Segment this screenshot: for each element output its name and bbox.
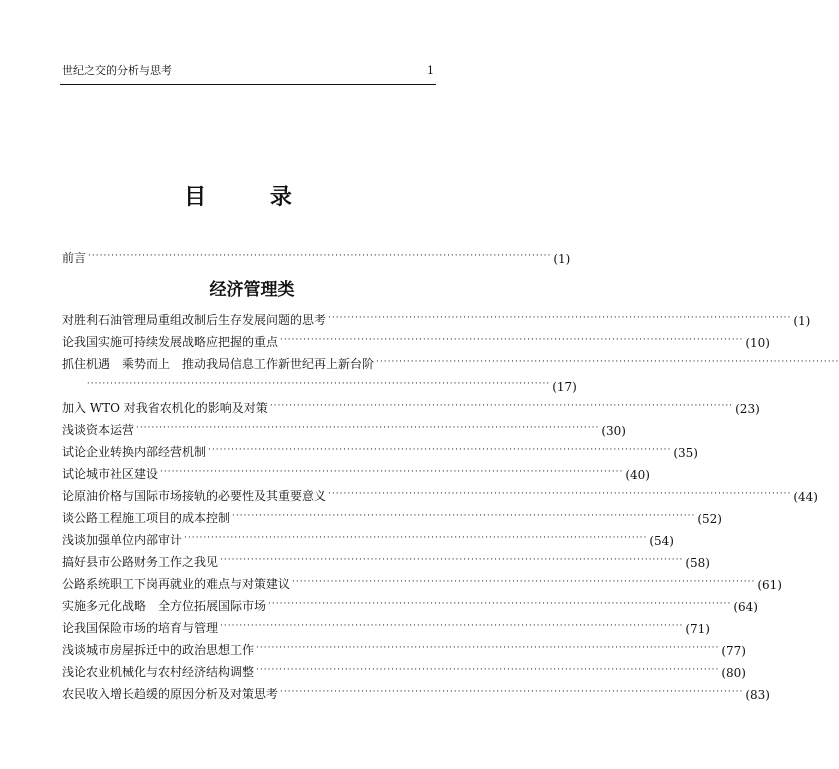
toc-entry [62,440,698,460]
leader-dots: ························································································································ [256,665,720,675]
toc-entry [62,572,782,592]
toc-entry-title: 实施多元化战略 全方位拓展国际市场 [62,599,267,613]
toc-entry [62,528,674,548]
toc-entry-title: 论原油价格与国际市场接轨的必要性及其重要意义 [62,489,327,503]
toc-entry-title: 浅论农业机械化与农村经济结构调整 [62,665,255,679]
toc-entry-page: (35) [673,446,698,460]
toc-entry [62,330,770,350]
toc-entry-title: 对胜利石油管理局重组改制后生存发展问题的思考 [62,313,327,327]
leader-dots: ························································································································ [184,533,648,543]
toc-entry [62,660,746,680]
toc-entry-page: (17) [552,380,577,394]
toc-entry [62,638,746,658]
toc-entry-title: 抓住机遇 乘势而上 推动我局信息工作新世纪再上新台阶 [62,357,375,371]
leader-dots: ························································································································ [268,599,732,609]
section-heading: 经济管理类 [209,280,295,300]
leader-dots: ························································································································ [280,687,744,697]
toc-entry [62,462,650,482]
leader-dots: ························································································································ [208,445,672,455]
toc-entry-page: (10) [745,336,770,350]
toc-entry-title: 论我国保险市场的培育与管理 [62,621,219,635]
leader-dots: ························································································································ [269,401,734,411]
toc-entry-page: (80) [721,666,746,680]
toc-title: 目 录 [184,185,320,210]
leader-dots: ························································································································ [280,335,744,345]
toc-entry-title: 浅谈城市房屋拆迁中的政治思想工作 [62,643,255,657]
toc-entry [62,594,758,614]
toc-entry [62,352,839,372]
toc-entry-title: 谈公路工程施工项目的成本控制 [62,511,231,525]
toc-entry [62,484,818,504]
toc-entry-page: (58) [685,556,710,570]
toc-entry-continuation [62,374,577,394]
toc-entry-page: (30) [601,424,626,438]
toc-entry-page: (83) [745,688,770,702]
toc-entry-page: (1) [793,314,811,328]
page-number: 1 [427,64,434,77]
leader-dots: ························································································································ [160,467,624,477]
header-rule [60,84,436,85]
toc-entry [62,506,722,526]
toc-entry-page: (44) [793,490,818,504]
toc-entry-title: 论我国实施可持续发展战略应把握的重点 [62,335,279,349]
toc-entry-title: 加入 WTO 对我省农机化的影响及对策 [62,401,268,415]
toc-entry [62,550,710,570]
toc-entry [62,682,770,702]
toc-entry-title: 农民收入增长趋缓的原因分析及对策思考 [62,687,279,701]
leader-dots: ························································································································ [136,423,600,433]
toc-entry-page: (71) [685,622,710,636]
toc-entry-title: 浅谈加强单位内部审计 [62,533,183,547]
toc-entry-title: 公路系统职工下岗再就业的难点与对策建议 [62,577,291,591]
leader-dots: ························································································································ [292,577,756,587]
leader-dots: ························································································································ [88,251,552,261]
leader-dots: ························································································································ [232,511,696,521]
toc-entry-title: 试论企业转换内部经营机制 [62,445,207,459]
toc-entry [62,418,626,438]
leader-dots: ························································································································ [220,621,684,631]
toc-entry-title: 试论城市社区建设 [62,467,159,481]
leader-dots: ························································································································ [86,379,551,389]
toc-entry [62,396,760,416]
running-header-title: 世纪之交的分析与思考 [62,64,172,77]
toc-entry-page: (40) [625,468,650,482]
toc-entry-page: (23) [735,402,760,416]
leader-dots: ························································································································ [256,643,720,653]
leader-dots: ························································································································ [220,555,684,565]
leader-dots: ························································································································ [328,313,792,323]
toc-entry [62,308,811,328]
toc-entry [62,616,710,636]
leader-dots: ························································································································ [376,357,839,367]
toc-entry-page: (61) [757,578,782,592]
toc-entry-title: 前言 [62,251,87,265]
toc-entry-title: 浅谈资本运营 [62,423,135,437]
leader-dots: ························································································································ [328,489,792,499]
toc-entry-page: (1) [553,252,571,266]
toc-entry-page: (54) [649,534,674,548]
toc-entry-preface [62,246,571,266]
toc-entry-title: 搞好县市公路财务工作之我见 [62,555,219,569]
toc-entry-page: (64) [733,600,758,614]
toc-entry-page: (52) [697,512,722,526]
toc-entry-page: (77) [721,644,746,658]
